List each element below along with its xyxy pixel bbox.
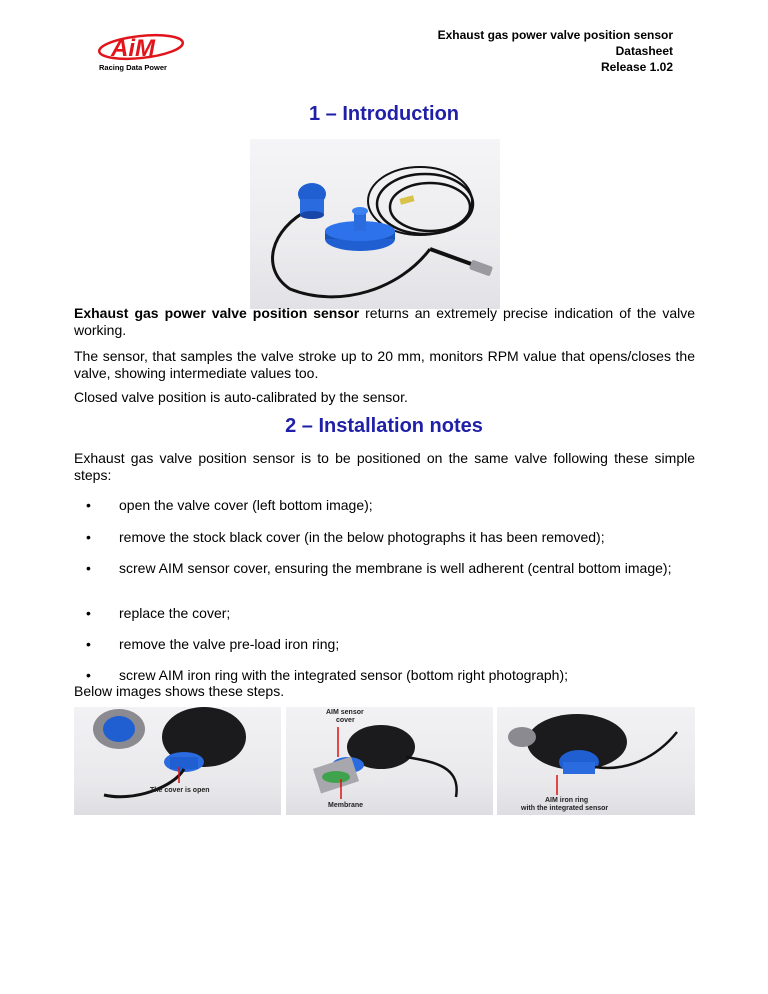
- photo-sensor-cover: [286, 707, 493, 815]
- section-heading-introduction: 1 – Introduction: [309, 103, 459, 125]
- intro-paragraph-3: Closed valve position is auto-calibrated by the sensor.: [74, 389, 408, 405]
- intro-paragraph-2: The sensor, that samples the valve stroke up to 20 mm, monitors RPM value that opens/closes the valve, showing intermediate values too.: [74, 348, 695, 381]
- installation-intro: Exhaust gas valve position sensor is to be positioned on the same valve following these simple steps:: [74, 450, 695, 483]
- caption-iron-ring-1: AIM iron ring: [545, 797, 589, 804]
- caption-aim-sensor-cover-1: AIM sensor: [326, 709, 364, 716]
- document-header: [438, 27, 673, 75]
- photo-cover-open: [74, 707, 281, 815]
- header-title: Exhaust gas power valve position sensor: [437, 28, 673, 42]
- below-images-note: Below images shows these steps.: [74, 683, 285, 699]
- header-release: Release 1.02: [600, 60, 673, 74]
- header-doc-type: Datasheet: [615, 44, 673, 58]
- intro-paragraph-1-rest: returns an extremely precise indication of the valve working.: [74, 305, 696, 338]
- section-heading-installation: 2 – Installation notes: [285, 415, 483, 437]
- caption-cover-open: The cover is open: [150, 787, 210, 794]
- intro-paragraph-1: [74, 305, 695, 339]
- intro-bold-term: Exhaust gas power valve position sensor: [74, 305, 360, 321]
- caption-membrane: Membrane: [328, 802, 364, 809]
- caption-iron-ring-2: with the integrated sensor: [521, 805, 609, 812]
- logo-tagline: Racing Data Power: [99, 63, 167, 72]
- svg-text:AiM: AiM: [111, 35, 155, 62]
- photo-iron-ring: [497, 707, 695, 815]
- sensor-product-photo: [250, 139, 500, 309]
- caption-aim-sensor-cover-2: cover: [336, 717, 355, 724]
